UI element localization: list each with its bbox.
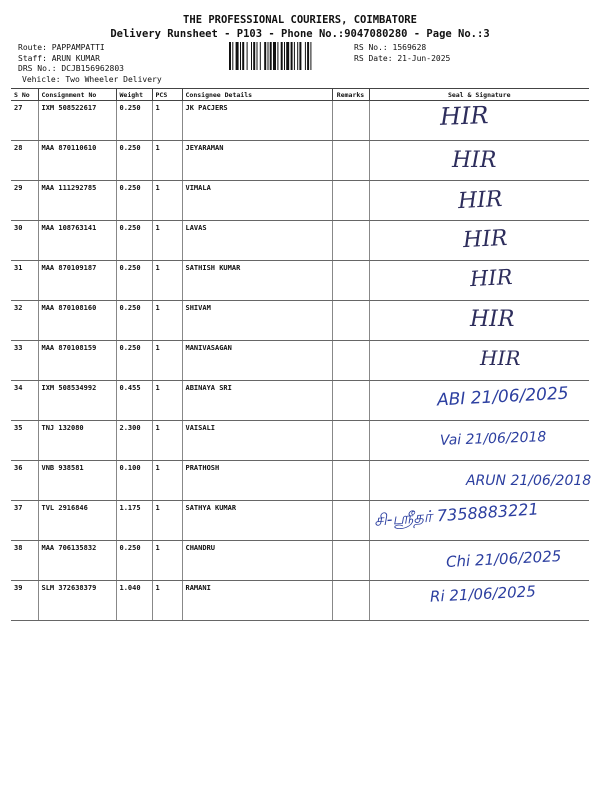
- cell-consignee: SHIVAM: [182, 301, 332, 341]
- col-header-signature: Seal & Signature: [369, 89, 589, 101]
- cell-pcs: 1: [152, 461, 182, 501]
- cell-consignment: IXM 508522617: [38, 101, 116, 141]
- cell-consignee: VAISALI: [182, 421, 332, 461]
- cell-pcs: 1: [152, 101, 182, 141]
- handwritten-signature: HIR: [480, 346, 521, 370]
- handwritten-signature: HIR: [462, 225, 509, 254]
- cell-weight: 0.250: [116, 181, 152, 221]
- rs-number-label: RS No.: 1569628: [354, 43, 427, 52]
- cell-remarks: [332, 261, 369, 301]
- cell-consignment: SLM 372638379: [38, 581, 116, 621]
- handwritten-signature: Chi 21/06/2025: [445, 546, 562, 572]
- cell-consignee: RAMANI: [182, 581, 332, 621]
- cell-weight: 2.300: [116, 421, 152, 461]
- cell-remarks: [332, 141, 369, 181]
- cell-sno: 38: [11, 541, 38, 581]
- cell-consignment: MAA 706135832: [38, 541, 116, 581]
- cell-pcs: 1: [152, 501, 182, 541]
- cell-weight: 0.250: [116, 541, 152, 581]
- cell-remarks: [332, 501, 369, 541]
- cell-sno: 28: [11, 141, 38, 181]
- cell-pcs: 1: [152, 541, 182, 581]
- cell-consignee: ABINAYA SRI: [182, 381, 332, 421]
- col-header-weight: Weight: [116, 89, 152, 101]
- cell-weight: 1.175: [116, 501, 152, 541]
- cell-sno: 31: [11, 261, 38, 301]
- handwritten-signature: சி-ஸ்ரீதர் 7358883221: [373, 499, 540, 530]
- handwritten-signature: HIR: [469, 264, 513, 292]
- cell-weight: 0.250: [116, 261, 152, 301]
- handwritten-signature: HIR: [457, 186, 504, 215]
- table-header-row: [11, 89, 589, 101]
- cell-consignee: LAVAS: [182, 221, 332, 261]
- cell-consignment: MAA 111292785: [38, 181, 116, 221]
- cell-consignment: MAA 108763141: [38, 221, 116, 261]
- cell-pcs: 1: [152, 581, 182, 621]
- drs-label: DRS No.: DCJB156962803: [18, 64, 124, 73]
- rs-date-label: RS Date: 21-Jun-2025: [354, 53, 451, 63]
- cell-consignee: MANIVASAGAN: [182, 341, 332, 381]
- cell-consignee: PRATHOSH: [182, 461, 332, 501]
- handwritten-signature: ABI 21/06/2025: [436, 383, 570, 411]
- cell-consignment: VNB 938581: [38, 461, 116, 501]
- col-header-consignee: Consignee Details: [182, 89, 332, 101]
- cell-weight: 1.040: [116, 581, 152, 621]
- cell-weight: 0.250: [116, 221, 152, 261]
- handwritten-signature: ARUN 21/06/2018: [466, 473, 592, 489]
- cell-consignment: MAA 870109187: [38, 261, 116, 301]
- cell-sno: 29: [11, 181, 38, 221]
- cell-pcs: 1: [152, 341, 182, 381]
- handwritten-signature: Ri 21/06/2025: [429, 582, 537, 606]
- cell-weight: 0.250: [116, 101, 152, 141]
- cell-sno: 27: [11, 101, 38, 141]
- cell-consignee: CHANDRU: [182, 541, 332, 581]
- route-label: Route: PAPPAMPATTI: [18, 43, 105, 52]
- cell-consignee: SATHISH KUMAR: [182, 261, 332, 301]
- cell-pcs: 1: [152, 181, 182, 221]
- runsheet-meta-left: [18, 43, 124, 75]
- cell-pcs: 1: [152, 421, 182, 461]
- col-header-sno: S No: [11, 89, 38, 101]
- cell-sno: 33: [11, 341, 38, 381]
- cell-consignment: MAA 870110610: [38, 141, 116, 181]
- cell-consignee: JEYARAMAN: [182, 141, 332, 181]
- cell-pcs: 1: [152, 141, 182, 181]
- cell-remarks: [332, 421, 369, 461]
- cell-pcs: 1: [152, 381, 182, 421]
- cell-consignment: MAA 870108159: [38, 341, 116, 381]
- cell-sno: 34: [11, 381, 38, 421]
- cell-signature: [369, 341, 589, 381]
- cell-remarks: [332, 461, 369, 501]
- cell-consignee: VIMALA: [182, 181, 332, 221]
- cell-remarks: [332, 541, 369, 581]
- cell-remarks: [332, 581, 369, 621]
- runsheet-subtitle: Delivery Runsheet - P103 - Phone No.:9047080280 - Page No.:3: [110, 28, 490, 40]
- table-row: [11, 101, 589, 141]
- cell-remarks: [332, 301, 369, 341]
- vehicle-label: Vehicle: Two Wheeler Delivery: [22, 75, 162, 84]
- cell-weight: 0.250: [116, 141, 152, 181]
- cell-weight: 0.455: [116, 381, 152, 421]
- handwritten-signature: HIR: [452, 148, 497, 173]
- cell-pcs: 1: [152, 301, 182, 341]
- handwritten-signature: HIR: [439, 101, 489, 131]
- cell-remarks: [332, 181, 369, 221]
- cell-sno: 37: [11, 501, 38, 541]
- handwritten-signature: Vai 21/06/2018: [439, 429, 547, 449]
- cell-sno: 35: [11, 421, 38, 461]
- cell-consignment: IXM 508534992: [38, 381, 116, 421]
- barcode-image: [229, 42, 347, 70]
- cell-weight: 0.250: [116, 341, 152, 381]
- cell-sno: 39: [11, 581, 38, 621]
- col-header-pcs: PCS: [152, 89, 182, 101]
- cell-consignee: SATHYA KUMAR: [182, 501, 332, 541]
- cell-pcs: 1: [152, 221, 182, 261]
- cell-remarks: [332, 381, 369, 421]
- cell-pcs: 1: [152, 261, 182, 301]
- cell-consignee: JK PACJERS: [182, 101, 332, 141]
- runsheet-meta-right: [354, 43, 450, 64]
- cell-consignment: TNJ 132080: [38, 421, 116, 461]
- cell-remarks: [332, 341, 369, 381]
- cell-weight: 0.100: [116, 461, 152, 501]
- cell-remarks: [332, 221, 369, 261]
- staff-label: Staff: ARUN KUMAR: [18, 53, 100, 63]
- cell-sno: 30: [11, 221, 38, 261]
- cell-consignment: MAA 870108160: [38, 301, 116, 341]
- company-title: THE PROFESSIONAL COURIERS, COIMBATORE: [183, 14, 417, 26]
- cell-remarks: [332, 101, 369, 141]
- cell-sno: 32: [11, 301, 38, 341]
- col-header-remarks: Remarks: [332, 89, 369, 101]
- cell-sno: 36: [11, 461, 38, 501]
- table-row: [11, 141, 589, 181]
- handwritten-signature: HIR: [470, 307, 515, 332]
- cell-weight: 0.250: [116, 301, 152, 341]
- col-header-consignment: Consignment No: [38, 89, 116, 101]
- cell-consignment: TVL 2916846: [38, 501, 116, 541]
